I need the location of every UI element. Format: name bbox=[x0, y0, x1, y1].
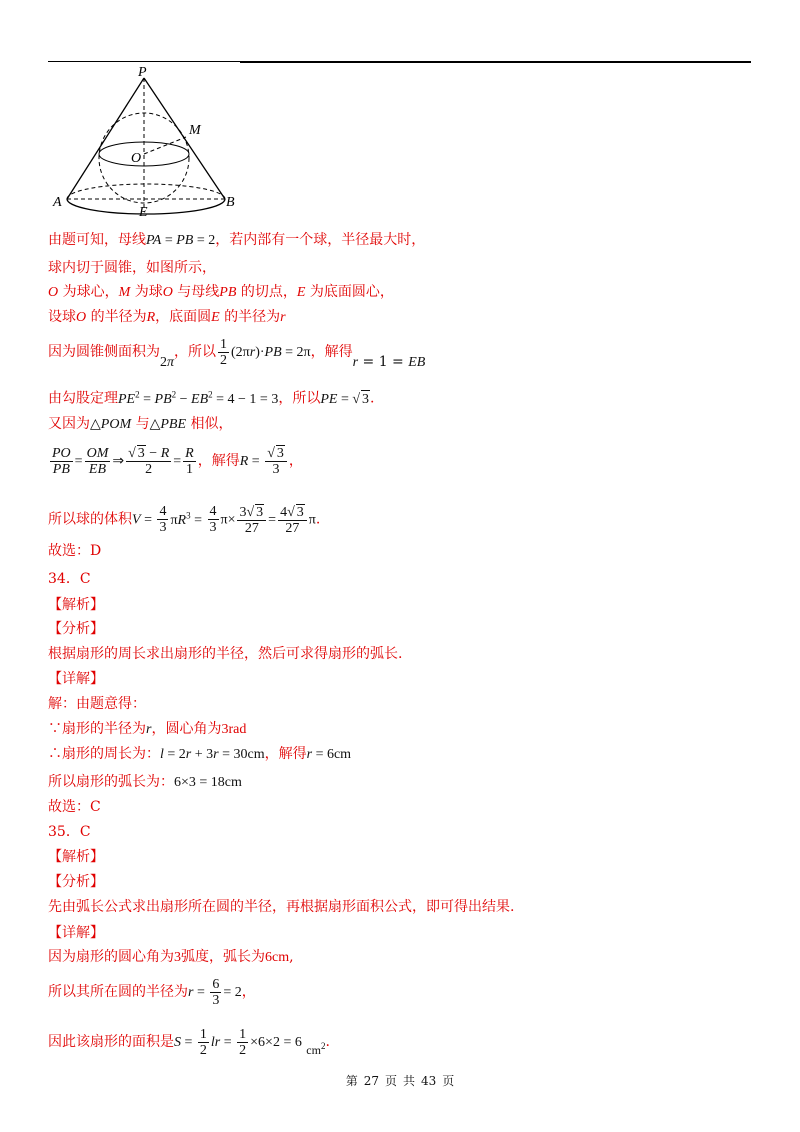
q34-detail-2: ∵扇形的半径为r，圆心角为3rad bbox=[48, 721, 247, 737]
q35-number: 35．C bbox=[48, 824, 91, 840]
header-rule-thick bbox=[240, 61, 751, 63]
q34-detail-3: ∴扇形的周长为：l = 2r + 3r = 30cm，解得r = 6cm bbox=[48, 746, 352, 762]
cone-sphere-figure bbox=[48, 66, 248, 220]
q35-detail-tag: 【详解】 bbox=[48, 925, 104, 941]
q34-fenxi-text: 根据扇形的周长求出扇形的半径，然后可求得扇形的弧长. bbox=[48, 646, 403, 662]
q33-line-3: O 为球心，M 为球O 与母线PB 的切点，E 为底面圆心， bbox=[48, 284, 394, 300]
q34-answer: 故选：C bbox=[48, 799, 101, 815]
q33-answer: 故选：D bbox=[48, 543, 102, 559]
header-rule-thin bbox=[48, 61, 240, 62]
q35-detail-1: 因为扇形的圆心角为3弧度，弧长为6cm, bbox=[48, 949, 294, 965]
current-page: 27 bbox=[363, 1074, 379, 1088]
q35-detail-3: 因此该扇形的面积是S = $\frac{1}{2}$ lr = $\frac{1}{2}$ ×6×2 = 6 $cm^2$. bbox=[48, 1026, 330, 1058]
total-pages: 43 bbox=[421, 1074, 437, 1088]
q34-analysis-tag: 【解析】 bbox=[48, 597, 104, 613]
q33-line-6: 由勾股定理$PE^2 = PB^2 - EB^2 = 4 - 1 = 3$，所以PE = √ 3. bbox=[48, 389, 375, 407]
q34-detail-4: 所以扇形的弧长为：6×3 = 18cm bbox=[48, 774, 242, 790]
page-footer: 第 27 页 共 43 页 bbox=[345, 1074, 455, 1088]
q33-line-2: 球内切于圆锥，如图所示， bbox=[48, 260, 216, 276]
label-A: A bbox=[53, 195, 62, 210]
label-O: O bbox=[131, 151, 142, 166]
label-B: B bbox=[226, 195, 235, 210]
q33-line-5: 因为圆锥侧面积为2π，所以 $\frac{1}{2}$ (2πr)·PB = 2π，解得r = 1 = EB bbox=[48, 336, 426, 370]
q33-line-9: 所以球的体积V = $\frac{4}{3}$ $\pi R^3$ = $\frac{4}{3}$ π× $\frac{3√ 3}{27}$ = $\frac{4√ 3}{27}$ π. bbox=[48, 504, 321, 536]
q35-fenxi-text: 先由弧长公式求出扇形所在圆的半径，再根据扇形面积公式，即可得出结果. bbox=[48, 899, 515, 915]
q33-line-4: 设球O 的半径为R，底面圆E 的半径为r bbox=[48, 309, 286, 325]
q34-number: 34．C bbox=[48, 571, 91, 587]
label-M: M bbox=[189, 123, 201, 138]
q33-line-8: $\frac{PO}{PB}$ = $\frac{OM}{EB}$ ⇒ $\frac{√ 3 - R}{2}$ = $\frac{R}{1}$ ，解得R = $\frac{√ 3}{3}$ ， bbox=[52, 445, 303, 477]
label-P: P bbox=[138, 66, 147, 80]
q33-line-1: 由题可知，母线PA = PB = 2，若内部有一个球，半径最大时， bbox=[48, 232, 426, 248]
q35-detail-2: 所以其所在圆的半径为r = $\frac{6}{3}$ = 2， bbox=[48, 976, 256, 1008]
label-E: E bbox=[139, 205, 148, 220]
q34-detail-tag: 【详解】 bbox=[48, 671, 104, 687]
q35-fenxi-tag: 【分析】 bbox=[48, 874, 104, 890]
q34-detail-1: 解：由题意得： bbox=[48, 696, 146, 712]
q34-fenxi-tag: 【分析】 bbox=[48, 621, 104, 637]
q35-analysis-tag: 【解析】 bbox=[48, 849, 104, 865]
q33-line-7: 又因为△POM 与△PBE 相似， bbox=[48, 416, 233, 432]
